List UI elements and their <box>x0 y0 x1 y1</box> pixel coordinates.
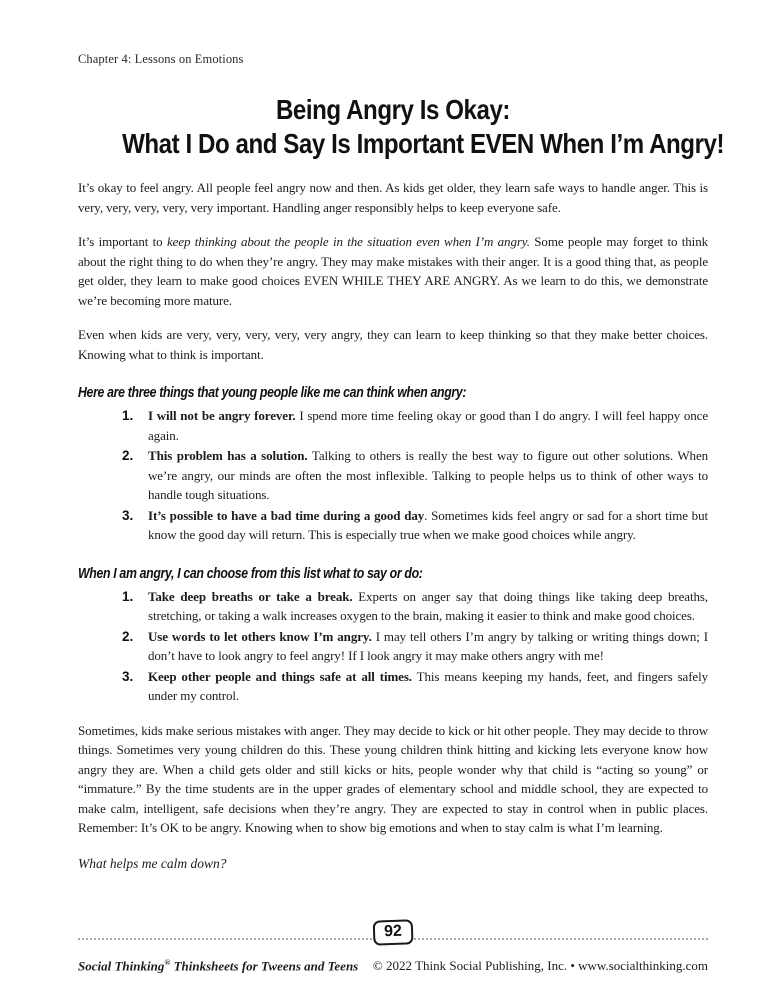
say-do-list-item-3-text <box>148 667 708 706</box>
intro-paragraph-2-prefix: It’s important to <box>78 234 167 249</box>
say-do-list-item-1-text <box>148 587 708 626</box>
book-title-name: Social Thinking <box>78 958 165 974</box>
think-list-item-3-rest: . Sometimes kids feel angry or sad for a short time but know the good day will return. This is especially true when we make good choices while angry. <box>148 507 708 542</box>
page-title-line-2: What I Do and Say Is Important EVEN When I’m Angry! <box>122 128 725 159</box>
footer-credits <box>78 958 708 974</box>
think-list-item-1-lead: I will not be angry forever. <box>148 408 296 423</box>
intro-paragraph-2-emphasis: keep thinking about the people in the situation even when I’m angry. <box>166 234 530 249</box>
say-do-list-item-2 <box>122 627 708 666</box>
page-footer <box>78 918 708 974</box>
say-do-list-item-1-lead: Take deep breaths or take a break. <box>148 588 353 604</box>
copyright-line: © 2022 Think Social Publishing, Inc. • www.socialthinking.com <box>372 958 708 974</box>
intro-paragraph-3: Even when kids are very, very, very, very, very angry, they can learn to keep thinking so that they make better choices. Knowing what to think is important. <box>78 327 708 362</box>
think-list-item-2-rest: Talking to others is really the best way to figure out other solutions. When we’re angry, our minds are often the most inflexible. Talking to people helps us to think of other ways to handle tough situations. <box>148 448 709 502</box>
think-list-item-1 <box>122 406 708 445</box>
say-do-list-item-2-number: 2. <box>122 628 134 644</box>
page-title <box>78 93 725 161</box>
page-content <box>78 52 725 872</box>
think-list-item-2 <box>122 446 708 505</box>
book-title <box>78 958 358 974</box>
think-list-item-1-number: 1. <box>122 408 134 423</box>
say-do-list-item-1-rest: Experts on anger say that doing things like taking deep breaths, stretching, or taking a walk increases oxygen to the brain, making it easier to think and make good choices. <box>148 588 708 623</box>
intro-paragraph-2-suffix: Some people may forget to think about the right thing to do when they’re angry. They may make mistakes with their anger. It is a good thing that, as people get older, they learn to make good choices EVEN WHILE THEY ARE ANGRY. As we learn to do this, we demonstrate we’re becoming more mature. <box>78 234 708 308</box>
page-number-row <box>78 918 708 954</box>
intro-paragraph-2 <box>78 232 708 310</box>
say-do-list-item-3-lead: Keep other people and things safe at all times. <box>148 668 412 684</box>
book-title-rest: Thinksheets for Tweens and Teens <box>170 958 359 974</box>
intro-paragraph-1: It’s okay to feel angry. All people feel angry now and then. As kids get older, they learn safe ways to handle anger. This is very, very, very, very, very important. Handling anger responsibly helps to keep everyone safe. <box>78 180 708 215</box>
think-list-item-3-text <box>148 506 708 545</box>
closing-paragraph: Sometimes, kids make serious mistakes with anger. They may decide to kick or hit other people. They may decide to throw things. Sometimes very young children do this. These young children think hitting and kicking lets everyone know how angry they are. When a child gets older and still kicks or hits, people wonder why that child is “acting so young” or “immature.” By the time students are in the upper grades of elementary school and middle school, they are expected to make calm, intelligent, safe decisions when they’re angry. They are expected to stay in control when in public places. Remember: It’s OK to be angry. Knowing when to show big emotions and when to stay calm is what I’m learning. <box>78 722 708 835</box>
page-number-box: 92 <box>373 919 414 945</box>
think-list <box>78 406 708 545</box>
think-list-heading: Here are three things that young people like me can think when angry: <box>78 384 467 401</box>
think-list-item-3 <box>122 506 708 545</box>
say-do-list-item-3-rest: This means keeping my hands, feet, and fingers safely under my control. <box>148 668 709 703</box>
chapter-header: Chapter 4: Lessons on Emotions <box>78 52 244 66</box>
think-list-item-3-lead: It’s possible to have a bad time during a good day <box>148 507 425 523</box>
say-do-list <box>78 587 708 706</box>
think-list-item-2-text <box>148 446 708 505</box>
say-do-list-item-2-rest: I may tell others I’m angry by talking or writing things down; I don’t have to look angry to feel angry! If I look angry it may make others angry with me! <box>148 628 708 663</box>
calm-down-question: What helps me calm down? <box>78 855 227 871</box>
say-do-list-item-1-number: 1. <box>122 588 134 604</box>
say-do-list-heading: When I am angry, I can choose from this list what to say or do: <box>78 564 423 582</box>
say-do-list-item-3-number: 3. <box>122 668 134 684</box>
say-do-list-item-3 <box>122 667 708 706</box>
think-list-item-3-number: 3. <box>122 507 134 523</box>
registered-mark: ® <box>164 958 171 967</box>
think-list-item-1-text <box>148 406 708 445</box>
say-do-list-item-2-text <box>148 627 708 666</box>
page-title-line-1: Being Angry Is Okay: <box>275 94 511 125</box>
think-list-item-1-rest: I spend more time feeling okay or good than I do angry. I will feel happy once again. <box>148 408 709 443</box>
say-do-list-item-1 <box>122 587 708 626</box>
say-do-list-item-2-lead: Use words to let others know I’m angry. <box>148 628 372 644</box>
think-list-item-2-lead: This problem has a solution. <box>148 448 308 463</box>
think-list-item-2-number: 2. <box>122 448 134 463</box>
